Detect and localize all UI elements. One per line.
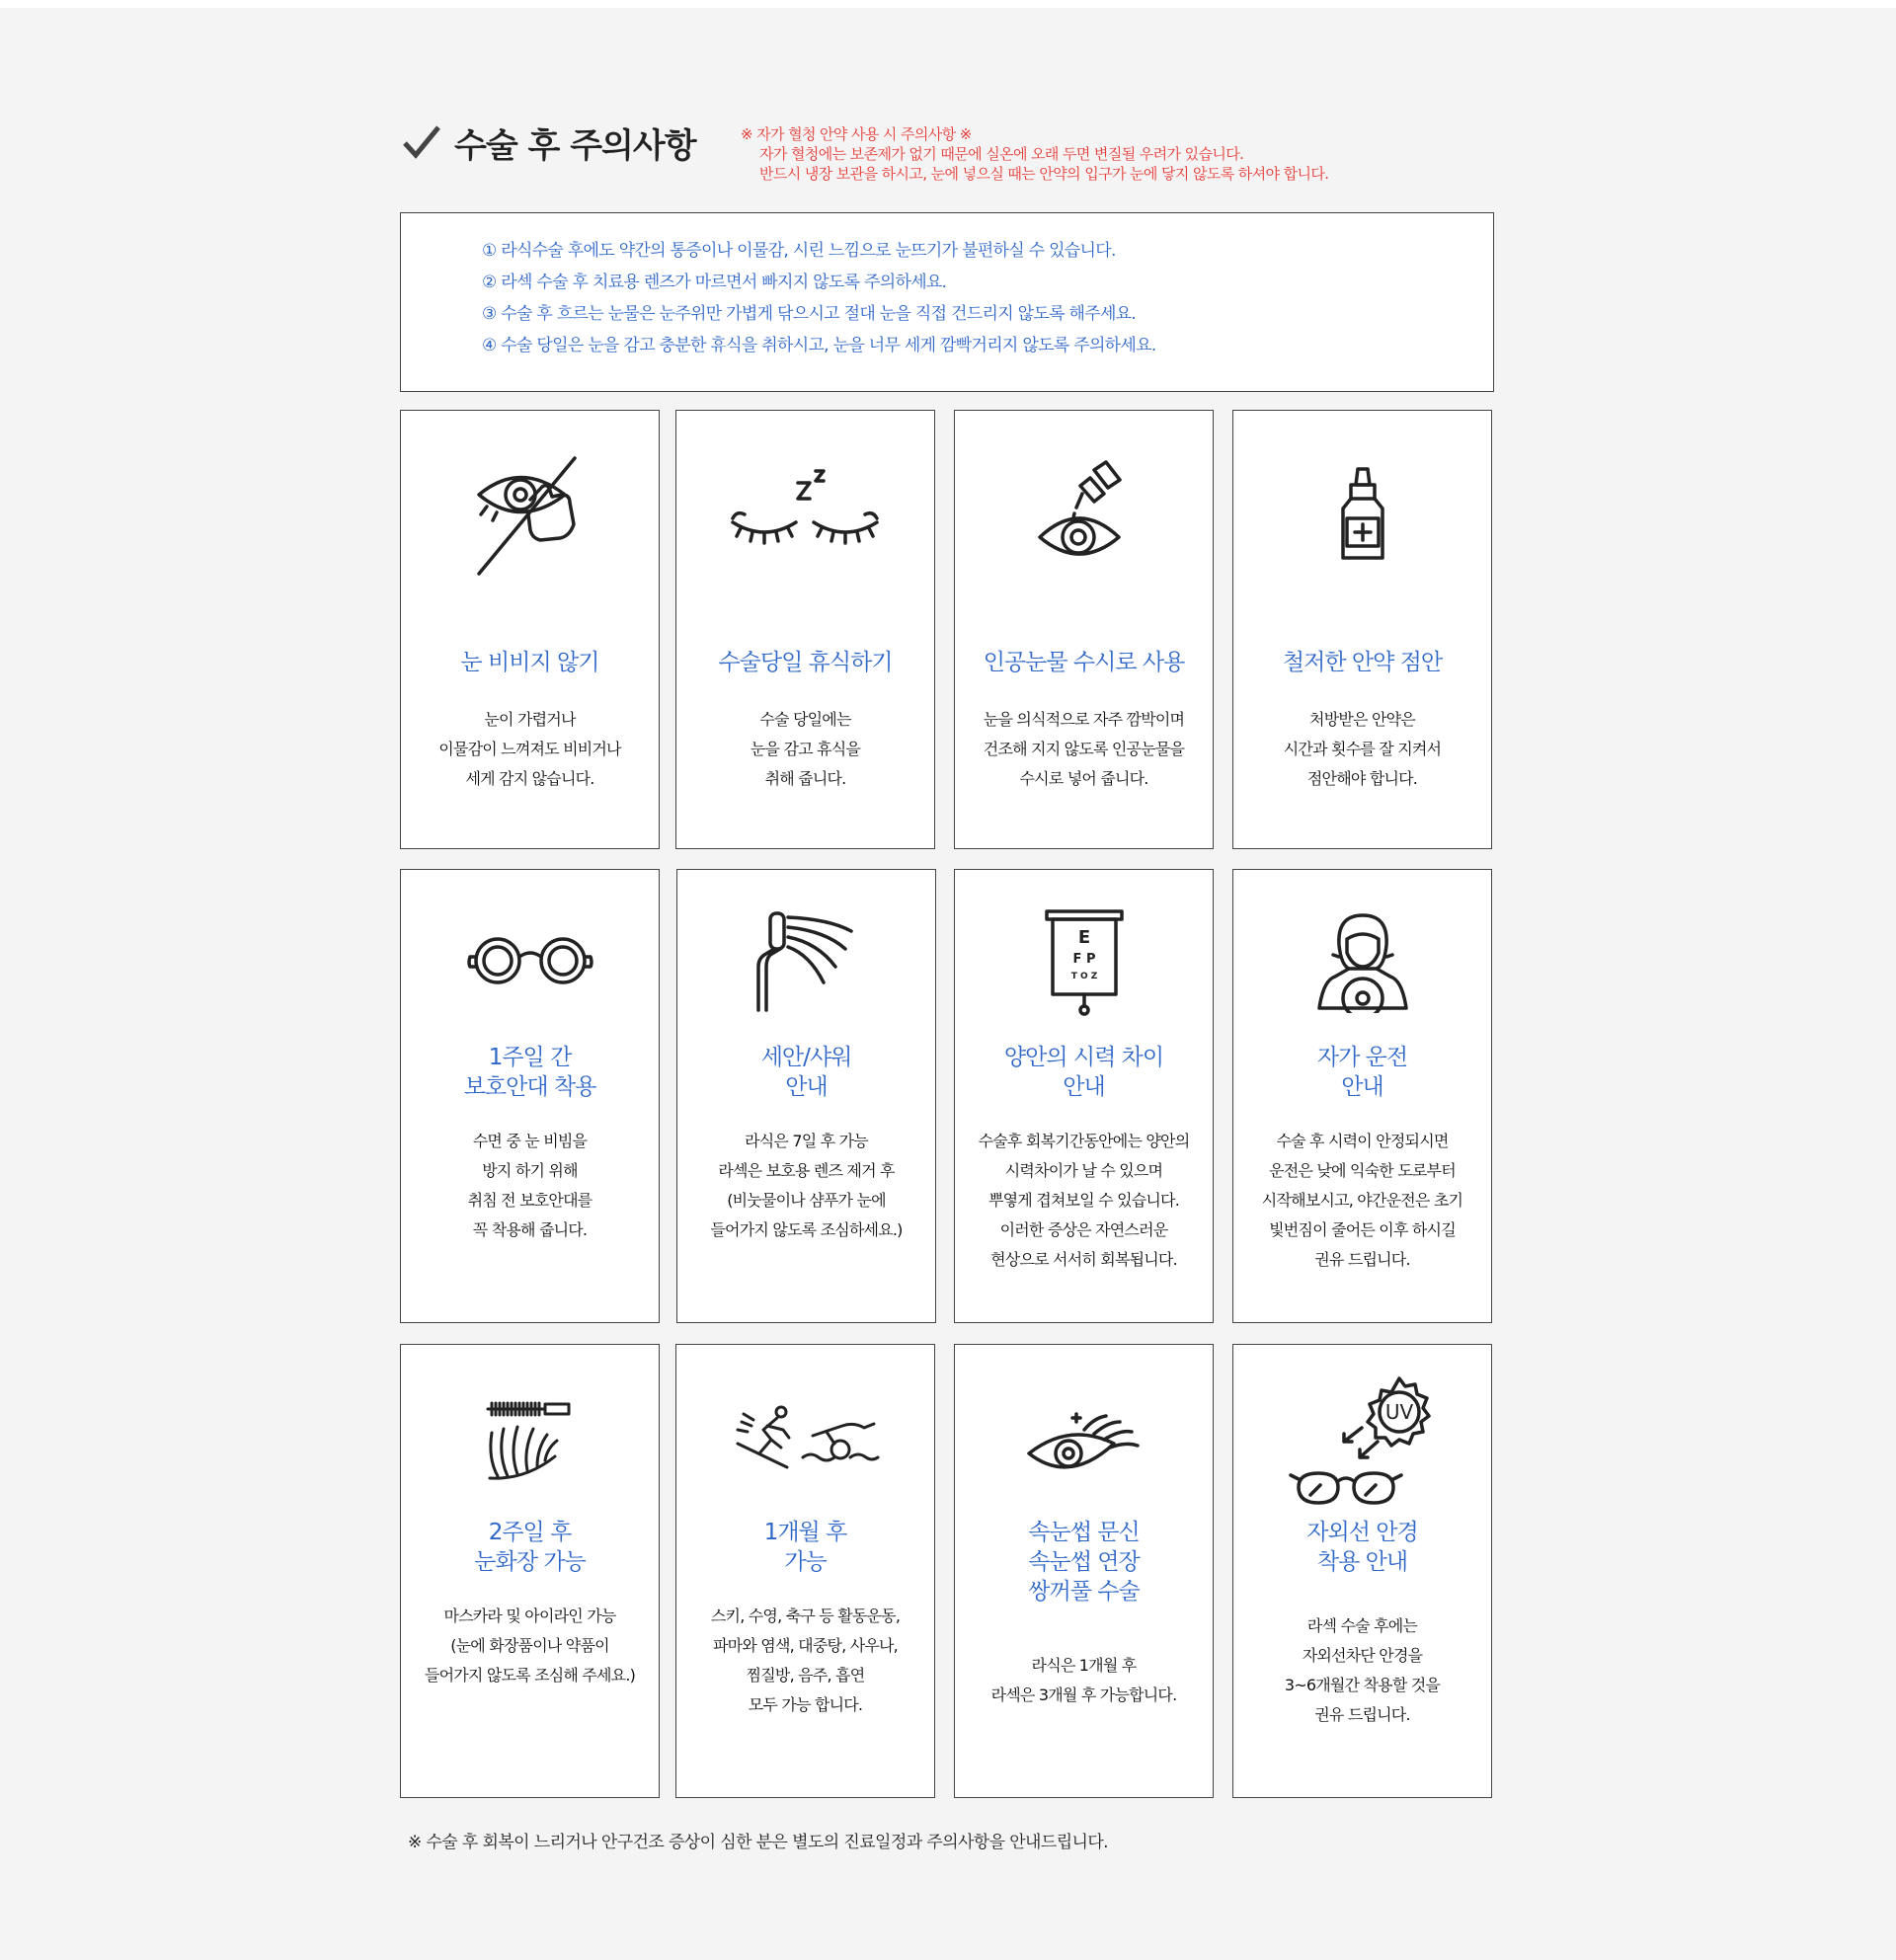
card-description-line: 처방받은 안약은 — [1309, 710, 1415, 729]
card-description-line: 라식은 1개월 후 — [1031, 1656, 1137, 1675]
card-title-line: 세안/샤워 — [760, 1045, 852, 1070]
card-description — [955, 705, 1213, 794]
card-description — [1233, 1611, 1491, 1730]
card-title-line: 안내 — [1063, 1074, 1105, 1100]
card-title-line: 2주일 후 — [488, 1520, 572, 1545]
precautions-box — [400, 212, 1494, 392]
card-title-line: 눈화장 가능 — [474, 1549, 586, 1575]
card-title-line: 1주일 간 — [488, 1045, 572, 1070]
card-description-line: 취해 줍니다. — [764, 769, 846, 788]
card-description-line: 라섹 수술 후에는 — [1306, 1616, 1418, 1635]
card-eye-drops — [1232, 410, 1492, 849]
protective-glasses-icon — [466, 929, 594, 988]
serum-notice-heading: ※ 자가 혈청 안약 사용 시 주의사항 ※ — [741, 125, 972, 143]
card-description — [955, 1127, 1213, 1275]
card-title-line: 눈 비비지 않기 — [460, 650, 599, 675]
card-title — [1233, 1518, 1491, 1577]
eyelash-eye-icon — [1025, 1404, 1144, 1483]
svg-text:UV: UV — [1384, 1400, 1413, 1424]
card-description — [676, 705, 934, 794]
card-rest-day — [675, 410, 935, 849]
card-description-line: 들어가지 않도록 조심하세요.) — [710, 1220, 903, 1239]
card-description-line: 이물감이 느껴져도 비비거나 — [438, 740, 621, 758]
card-description-line: 시력차이가 날 수 있으며 — [1004, 1161, 1163, 1180]
card-title — [955, 1043, 1213, 1102]
card-description-line: 자외선차단 안경을 — [1302, 1646, 1423, 1665]
card-self-driving — [1232, 869, 1492, 1323]
card-description-line: 라식은 7일 후 가능 — [745, 1132, 868, 1150]
card-no-eye-rubbing — [400, 410, 660, 849]
card-title-line: 1개월 후 — [763, 1520, 847, 1545]
card-description — [401, 1127, 659, 1245]
card-description-line: 들어가지 않도록 조심해 주세요.) — [424, 1666, 636, 1685]
card-description-line: 마스카라 및 아이라인 가능 — [443, 1607, 616, 1625]
card-description-line: 눈을 의식적으로 자주 깜박이며 — [983, 710, 1185, 729]
card-description-line: 꼭 착용해 줍니다. — [472, 1220, 588, 1239]
card-description-line: 라섹은 보호용 렌즈 제거 후 — [718, 1161, 895, 1180]
precaution-item: ① 라식수술 후에도 약간의 통증이나 이물감, 시린 느낌으로 눈뜨기가 불편하실 수 있습니다. — [482, 241, 1116, 261]
card-description-line: 수술 당일에는 — [759, 710, 851, 729]
card-title — [955, 1518, 1213, 1607]
card-title — [955, 648, 1213, 677]
card-title-line: 착용 안내 — [1316, 1549, 1408, 1575]
card-description — [677, 1127, 935, 1245]
section-header — [400, 118, 1496, 197]
card-description-line: 이러한 증상은 자연스러운 — [999, 1220, 1168, 1239]
card-description-line: 스키, 수영, 축구 등 활동운동, — [710, 1607, 901, 1625]
card-description-line: 눈을 감고 휴식을 — [750, 740, 861, 758]
card-description — [1233, 1127, 1491, 1275]
precaution-item: ③ 수술 후 흐르는 눈물은 눈주위만 가볍게 닦으시고 절대 눈을 직접 건드리지 않도록 해주세요. — [482, 304, 1137, 324]
card-description — [676, 1602, 934, 1720]
card-description — [1233, 705, 1491, 794]
card-title-line: 자외선 안경 — [1306, 1520, 1418, 1545]
serum-notice — [741, 124, 1328, 184]
card-description-line: 라섹은 3개월 후 가능합니다. — [990, 1686, 1177, 1704]
card-title-line: 가능 — [784, 1549, 827, 1575]
card-title — [676, 1518, 934, 1577]
card-description-line: 권유 드립니다. — [1314, 1705, 1410, 1724]
card-description-line: 수면 중 눈 비빔을 — [472, 1132, 588, 1150]
card-description — [401, 1602, 659, 1690]
top-strip — [0, 0, 1896, 8]
card-vision-difference — [954, 869, 1214, 1323]
card-title — [1233, 1043, 1491, 1102]
checkmark-icon — [402, 122, 441, 162]
card-description-line: 방지 하기 위해 — [482, 1161, 578, 1180]
card-title — [676, 648, 934, 677]
card-title-line: 속눈썹 문신 — [1028, 1520, 1140, 1545]
card-activities — [675, 1344, 935, 1798]
card-description-line: 수술후 회복기간동안에는 양안의 — [978, 1132, 1190, 1150]
card-title-line: 인공눈물 수시로 사용 — [983, 650, 1185, 675]
card-title-line: 자가 운전 — [1316, 1045, 1408, 1070]
card-wash-shower — [676, 869, 936, 1323]
card-title-line: 보호안대 착용 — [463, 1074, 596, 1100]
mascara-icon — [486, 1399, 575, 1488]
serum-notice-line: 자가 혈청에는 보존제가 없기 때문에 실온에 오래 두면 변질될 우려가 있습니다. — [759, 145, 1244, 163]
card-title — [401, 1518, 659, 1577]
card-description-line: 3~6개월간 착용할 것을 — [1284, 1676, 1441, 1694]
card-description-line: 점안해야 합니다. — [1306, 769, 1418, 788]
card-description-line: 취침 전 보호안대를 — [467, 1191, 592, 1210]
card-description-line: 뿌옇게 겹쳐보일 수 있습니다. — [988, 1191, 1180, 1210]
eye-chart-icon — [1045, 909, 1124, 1018]
card-title — [677, 1043, 935, 1102]
card-title-line: 안내 — [1341, 1074, 1383, 1100]
card-description-line: 세게 감지 않습니다. — [465, 769, 594, 788]
card-description-line: 파마와 염색, 대중탕, 사우나, — [713, 1636, 898, 1655]
card-uv-glasses — [1232, 1344, 1492, 1798]
card-description-line: 건조해 지지 않도록 인공눈물을 — [983, 740, 1185, 758]
precaution-item: ② 라섹 수술 후 치료용 렌즈가 마르면서 빠지지 않도록 주의하세요. — [482, 273, 947, 292]
card-title-line: 수술당일 휴식하기 — [718, 650, 893, 675]
eye-drop-icon — [1035, 460, 1134, 569]
serum-notice-line: 반드시 냉장 보관을 하시고, 눈에 넣으실 때는 안약의 입구가 눈에 닿지 않도록 하셔야 합니다. — [759, 165, 1329, 183]
card-description-line: (비눗물이나 샴푸가 눈에 — [727, 1191, 886, 1210]
card-description-line: 시작해보시고, 야간운전은 초기 — [1261, 1191, 1463, 1210]
svg-text:T O Z: T O Z — [1070, 972, 1097, 981]
card-makeup — [400, 1344, 660, 1798]
card-description — [401, 705, 659, 794]
card-description-line: 권유 드립니다. — [1314, 1250, 1410, 1269]
uv-sunglasses-icon — [1289, 1372, 1437, 1511]
card-description-line: 빛번짐이 줄어든 이후 하시길 — [1269, 1220, 1456, 1239]
card-description-line: 시간과 횟수를 잘 지켜서 — [1283, 740, 1442, 758]
no-eye-rubbing-icon — [471, 455, 590, 579]
shower-icon — [752, 909, 861, 1013]
card-title-line: 철저한 안약 점안 — [1282, 650, 1443, 675]
card-title-line: 속눈썹 연장 — [1028, 1549, 1140, 1575]
precaution-item: ④ 수술 당일은 눈을 감고 충분한 휴식을 취하시고, 눈을 너무 세게 깜빡거리지 않도록 주의하세요. — [482, 336, 1156, 355]
driver-icon — [1313, 909, 1412, 1013]
svg-text:E: E — [1077, 927, 1090, 948]
ski-swim-icon — [732, 1404, 880, 1473]
closed-eyes-sleep-icon — [727, 465, 885, 554]
card-protective-shield — [400, 869, 660, 1323]
svg-text:F P: F P — [1072, 952, 1095, 967]
card-description-line: (눈에 화장품이나 약품이 — [450, 1636, 609, 1655]
card-description — [955, 1651, 1213, 1710]
card-description-line: 찜질방, 음주, 흡연 — [746, 1666, 865, 1685]
card-description-line: 운전은 낮에 익숙한 도로부터 — [1269, 1161, 1456, 1180]
page-title: 수술 후 주의사항 — [454, 126, 696, 166]
card-description-line: 모두 가능 합니다. — [748, 1695, 863, 1714]
medicine-bottle-icon — [1338, 465, 1387, 564]
card-description-line: 수시로 넣어 줍니다. — [1019, 769, 1148, 788]
card-title — [401, 648, 659, 677]
card-description-line: 현상으로 서서히 회복됩니다. — [990, 1250, 1177, 1269]
card-description-line: 눈이 가렵거나 — [484, 710, 576, 729]
card-title-line: 양안의 시력 차이 — [1003, 1045, 1164, 1070]
card-artificial-tears — [954, 410, 1214, 849]
card-eyelash-procedures — [954, 1344, 1214, 1798]
card-title-line: 안내 — [785, 1074, 828, 1100]
card-title — [401, 1043, 659, 1102]
card-description-line: 수술 후 시력이 안정되시면 — [1276, 1132, 1449, 1150]
card-title — [1233, 648, 1491, 677]
card-title-line: 쌍꺼풀 수술 — [1028, 1579, 1140, 1605]
footer-note: ※ 수술 후 회복이 느리거나 안구건조 증상이 심한 분은 별도의 진료일정과 주의사항을 안내드립니다. — [408, 1833, 1108, 1852]
